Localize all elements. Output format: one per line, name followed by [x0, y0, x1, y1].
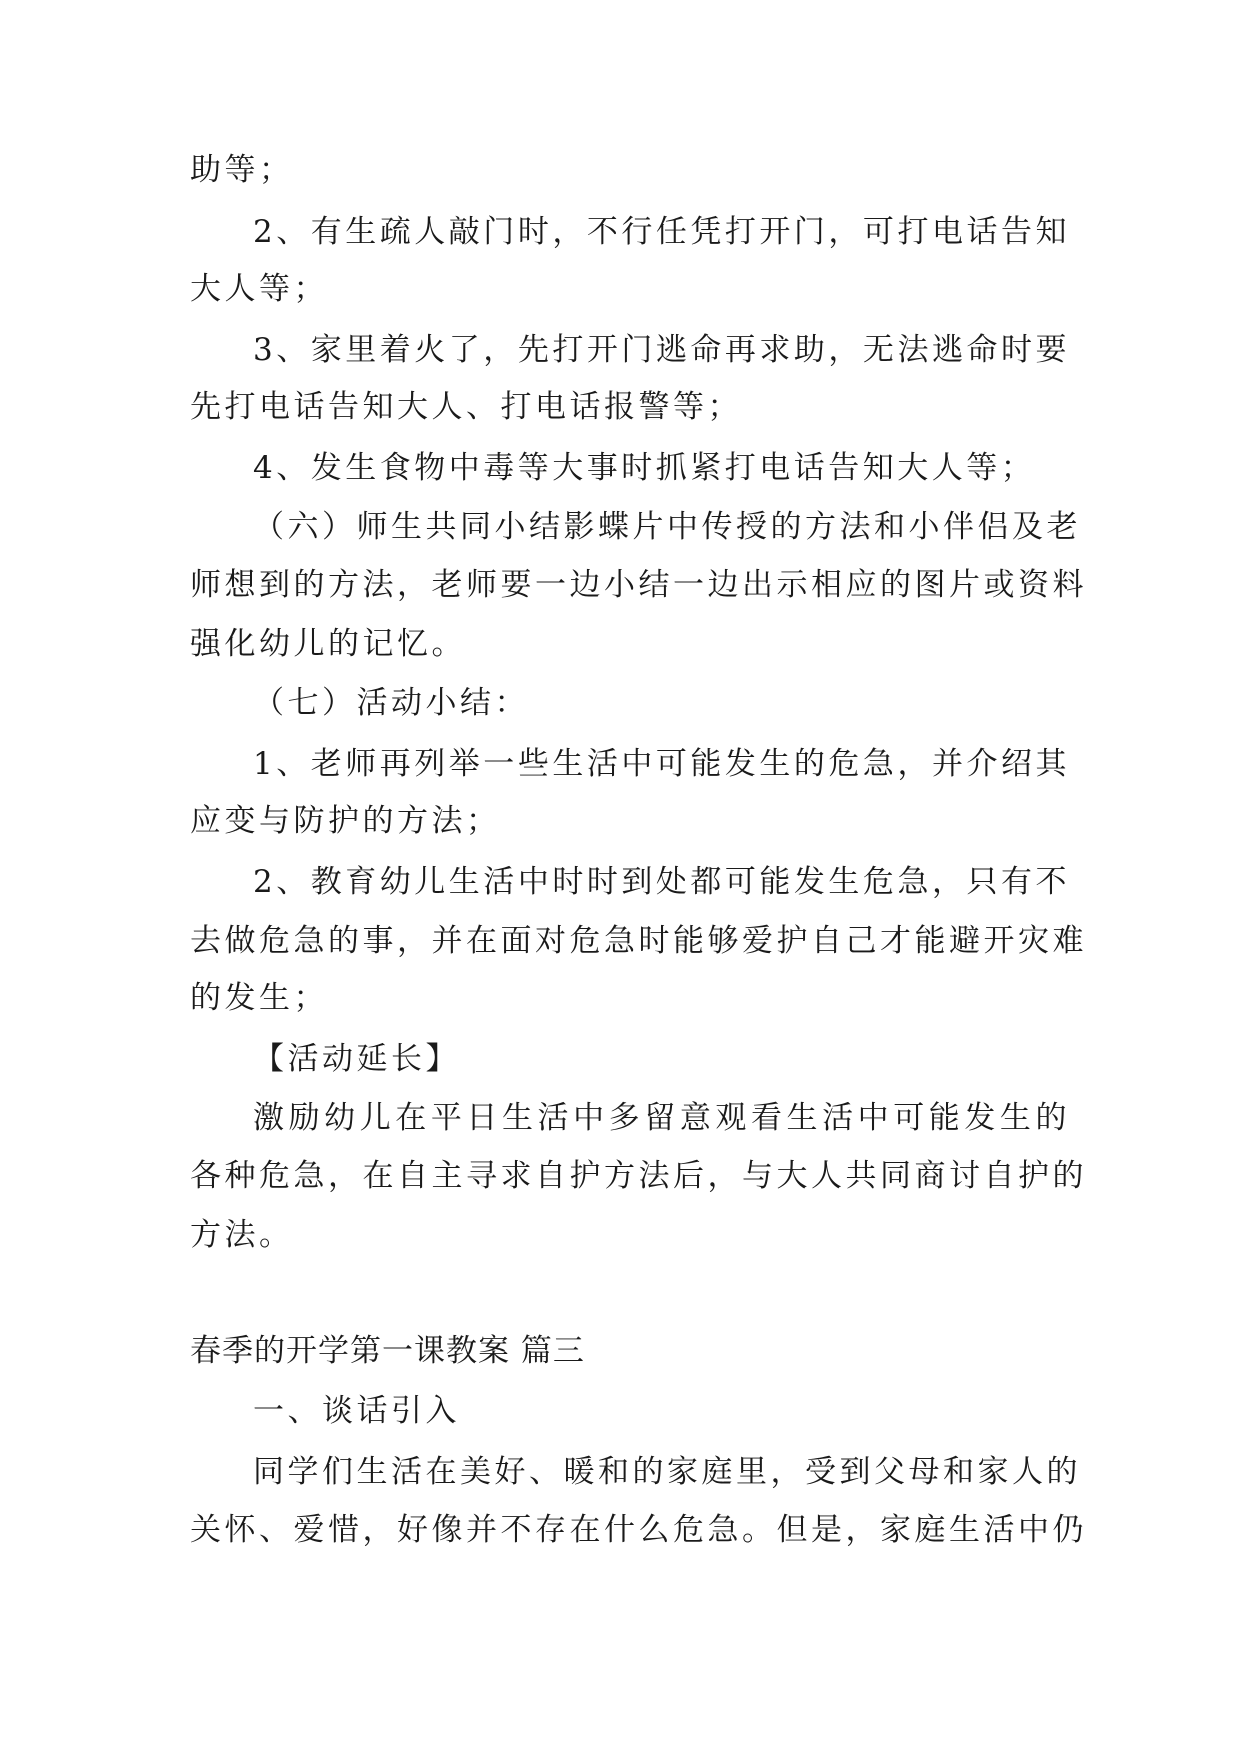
section-title: 春季的开学第一课教案 篇三: [190, 1333, 585, 1369]
paragraph-line: 4、发生食物中毒等大事时抓紧打电话告知大人等；: [253, 450, 1036, 486]
paragraph-line: 同学们生活在美好、暖和的家庭里，受到父母和家人的: [253, 1454, 1081, 1490]
paragraph-line: 大人等；: [190, 271, 328, 307]
paragraph-line: （七）活动小结：: [253, 685, 529, 721]
paragraph-line: （六）师生共同小结影蝶片中传授的方法和小伴侣及老: [253, 509, 1081, 545]
paragraph-line: 1、老师再列举一些生活中可能发生的危急，并介绍其: [253, 746, 1070, 782]
section-heading: 【活动延长】: [253, 1041, 460, 1077]
paragraph-line: 的发生；: [190, 980, 328, 1016]
paragraph-line: 2、教育幼儿生活中时时到处都可能发生危急，只有不: [253, 864, 1070, 900]
paragraph-line: 先打电话告知大人、打电话报警等；: [190, 389, 742, 425]
paragraph-line: 关怀、爱惜，好像并不存在什么危急。但是，家庭生活中仍: [190, 1512, 1087, 1548]
paragraph-line: 师想到的方法，老师要一边小结一边出示相应的图片或资料: [190, 567, 1087, 603]
paragraph-line: 去做危急的事，并在面对危急时能够爱护自己才能避开灾难: [190, 923, 1087, 959]
paragraph-line: 应变与防护的方法；: [190, 803, 501, 839]
paragraph-line: 各种危急，在自主寻求自护方法后，与大人共同商讨自护的: [190, 1158, 1087, 1194]
paragraph-line: 助等；: [190, 152, 294, 188]
paragraph-line: 2、有生疏人敲门时，不行任凭打开门，可打电话告知: [253, 214, 1070, 250]
paragraph-line: 激励幼儿在平日生活中多留意观看生活中可能发生的: [253, 1100, 1070, 1136]
paragraph-line: 3、家里着火了，先打开门逃命再求助，无法逃命时要: [253, 332, 1070, 368]
paragraph-line: 方法。: [190, 1217, 294, 1253]
paragraph-line: 强化幼儿的记忆。: [190, 626, 466, 662]
section-heading: 一、谈话引入: [253, 1393, 460, 1429]
